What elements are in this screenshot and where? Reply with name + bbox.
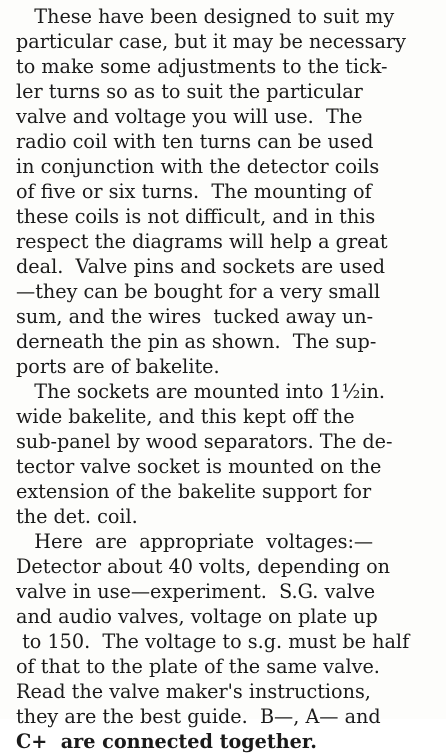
article-line: extension of the bakelite support for <box>16 480 372 503</box>
article-line: sub-panel by wood separators. The de- <box>16 430 393 453</box>
article-line: deal. Valve pins and sockets are used <box>16 255 386 278</box>
article-line: Here are appropriate voltages:— <box>16 530 374 553</box>
article-line: Detector about 40 volts, depending on <box>16 555 391 578</box>
article-text-column <box>16 4 444 754</box>
article-line: wide bakelite, and this kept off the <box>16 405 355 428</box>
article-line: particular case, but it may be necessary <box>16 30 406 53</box>
article-line: derneath the pin as shown. The sup- <box>16 330 377 353</box>
article-line: —they can be bought for a very small <box>16 280 381 303</box>
article-line: to make some adjustments to the tick- <box>16 55 388 78</box>
article-line: ler turns so as to suit the particular <box>16 80 363 103</box>
article-line: respect the diagrams will help a great <box>16 230 388 253</box>
article-line: The sockets are mounted into 1½in. <box>16 380 385 403</box>
article-line: to 150. The voltage to s.g. must be half <box>16 630 410 653</box>
article-line: Read the valve maker's instructions, <box>16 680 371 703</box>
article-line-bold: C+ are connected together. <box>16 730 317 753</box>
article-line: valve in use—experiment. S.G. valve <box>16 580 376 603</box>
article-line: and audio valves, voltage on plate up <box>16 605 378 628</box>
article-line: these coils is not difficult, and in this <box>16 205 376 228</box>
article-line: of that to the plate of the same valve. <box>16 655 380 678</box>
article-line: they are the best guide. B—, A— and <box>16 705 381 728</box>
article-line: ports are of bakelite. <box>16 355 220 378</box>
article-line: the det. coil. <box>16 505 138 528</box>
article-line: in conjunction with the detector coils <box>16 155 380 178</box>
article-line: of five or six turns. The mounting of <box>16 180 372 203</box>
article-line: These have been designed to suit my <box>16 5 395 28</box>
article-line: radio coil with ten turns can be used <box>16 130 374 153</box>
article-line: tector valve socket is mounted on the <box>16 455 382 478</box>
article-line: sum, and the wires tucked away un- <box>16 305 374 328</box>
article-line: valve and voltage you will use. The <box>16 105 363 128</box>
